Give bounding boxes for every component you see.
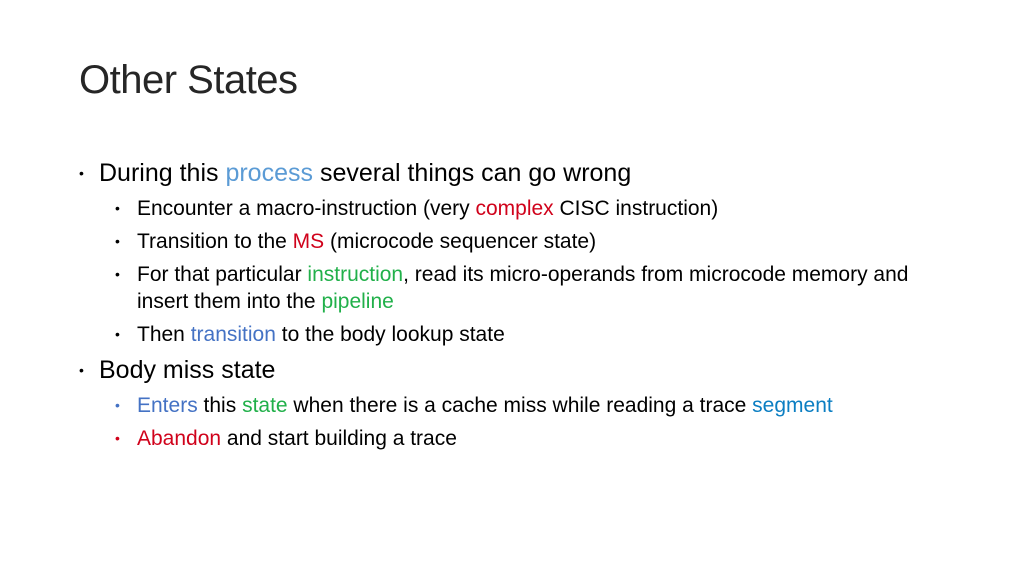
text: when there is a cache miss while reading a trace [287, 394, 753, 417]
bullet-icon: • [115, 326, 120, 342]
bullet-body-miss [79, 354, 959, 386]
keyword-enters: Enters [137, 394, 198, 417]
keyword-ms: MS [292, 230, 325, 253]
keyword-state: state [242, 394, 288, 417]
bullet-process [79, 157, 959, 189]
text: several things can go wrong [313, 159, 632, 187]
slide-title: Other States [79, 58, 298, 102]
bullet-icon: • [115, 266, 120, 282]
bullet-icon: • [115, 200, 120, 216]
bullet-icon: • [115, 430, 120, 446]
text: (microcode sequencer state) [324, 230, 597, 253]
bullet-icon: • [79, 362, 84, 378]
sub-bullet-transition-ms [79, 228, 959, 255]
sub-bullet-abandon [79, 425, 959, 452]
sub-bullet-instruction [79, 261, 959, 315]
keyword-pipeline: pipeline [321, 290, 394, 313]
slide-content [79, 157, 959, 458]
text: to the body lookup state [275, 323, 505, 346]
bullet-icon: • [79, 165, 84, 181]
text: Then [137, 323, 191, 346]
sub-bullet-enters [79, 392, 959, 419]
sub-bullet-then-transition [79, 321, 959, 348]
keyword-transition: transition [190, 323, 276, 346]
bullet-icon: • [115, 397, 120, 413]
text: CISC instruction) [553, 197, 719, 220]
text: For that particular [137, 263, 308, 286]
bullet-icon: • [115, 233, 120, 249]
text: Encounter a macro-instruction (very [137, 197, 476, 220]
text: this [197, 394, 243, 417]
keyword-abandon: Abandon [137, 427, 222, 450]
text: and start building a trace [221, 427, 457, 450]
text: Transition to the [137, 230, 293, 253]
sub-bullet-encounter [79, 195, 959, 222]
text: , read its micro-operands from microcode memory and insert them into the [137, 263, 909, 313]
keyword-process: process [225, 159, 313, 187]
keyword-instruction: instruction [307, 263, 404, 286]
keyword-complex: complex [475, 197, 554, 220]
text: Body miss state [99, 356, 276, 384]
keyword-segment: segment [752, 394, 833, 417]
text: During this [99, 159, 226, 187]
